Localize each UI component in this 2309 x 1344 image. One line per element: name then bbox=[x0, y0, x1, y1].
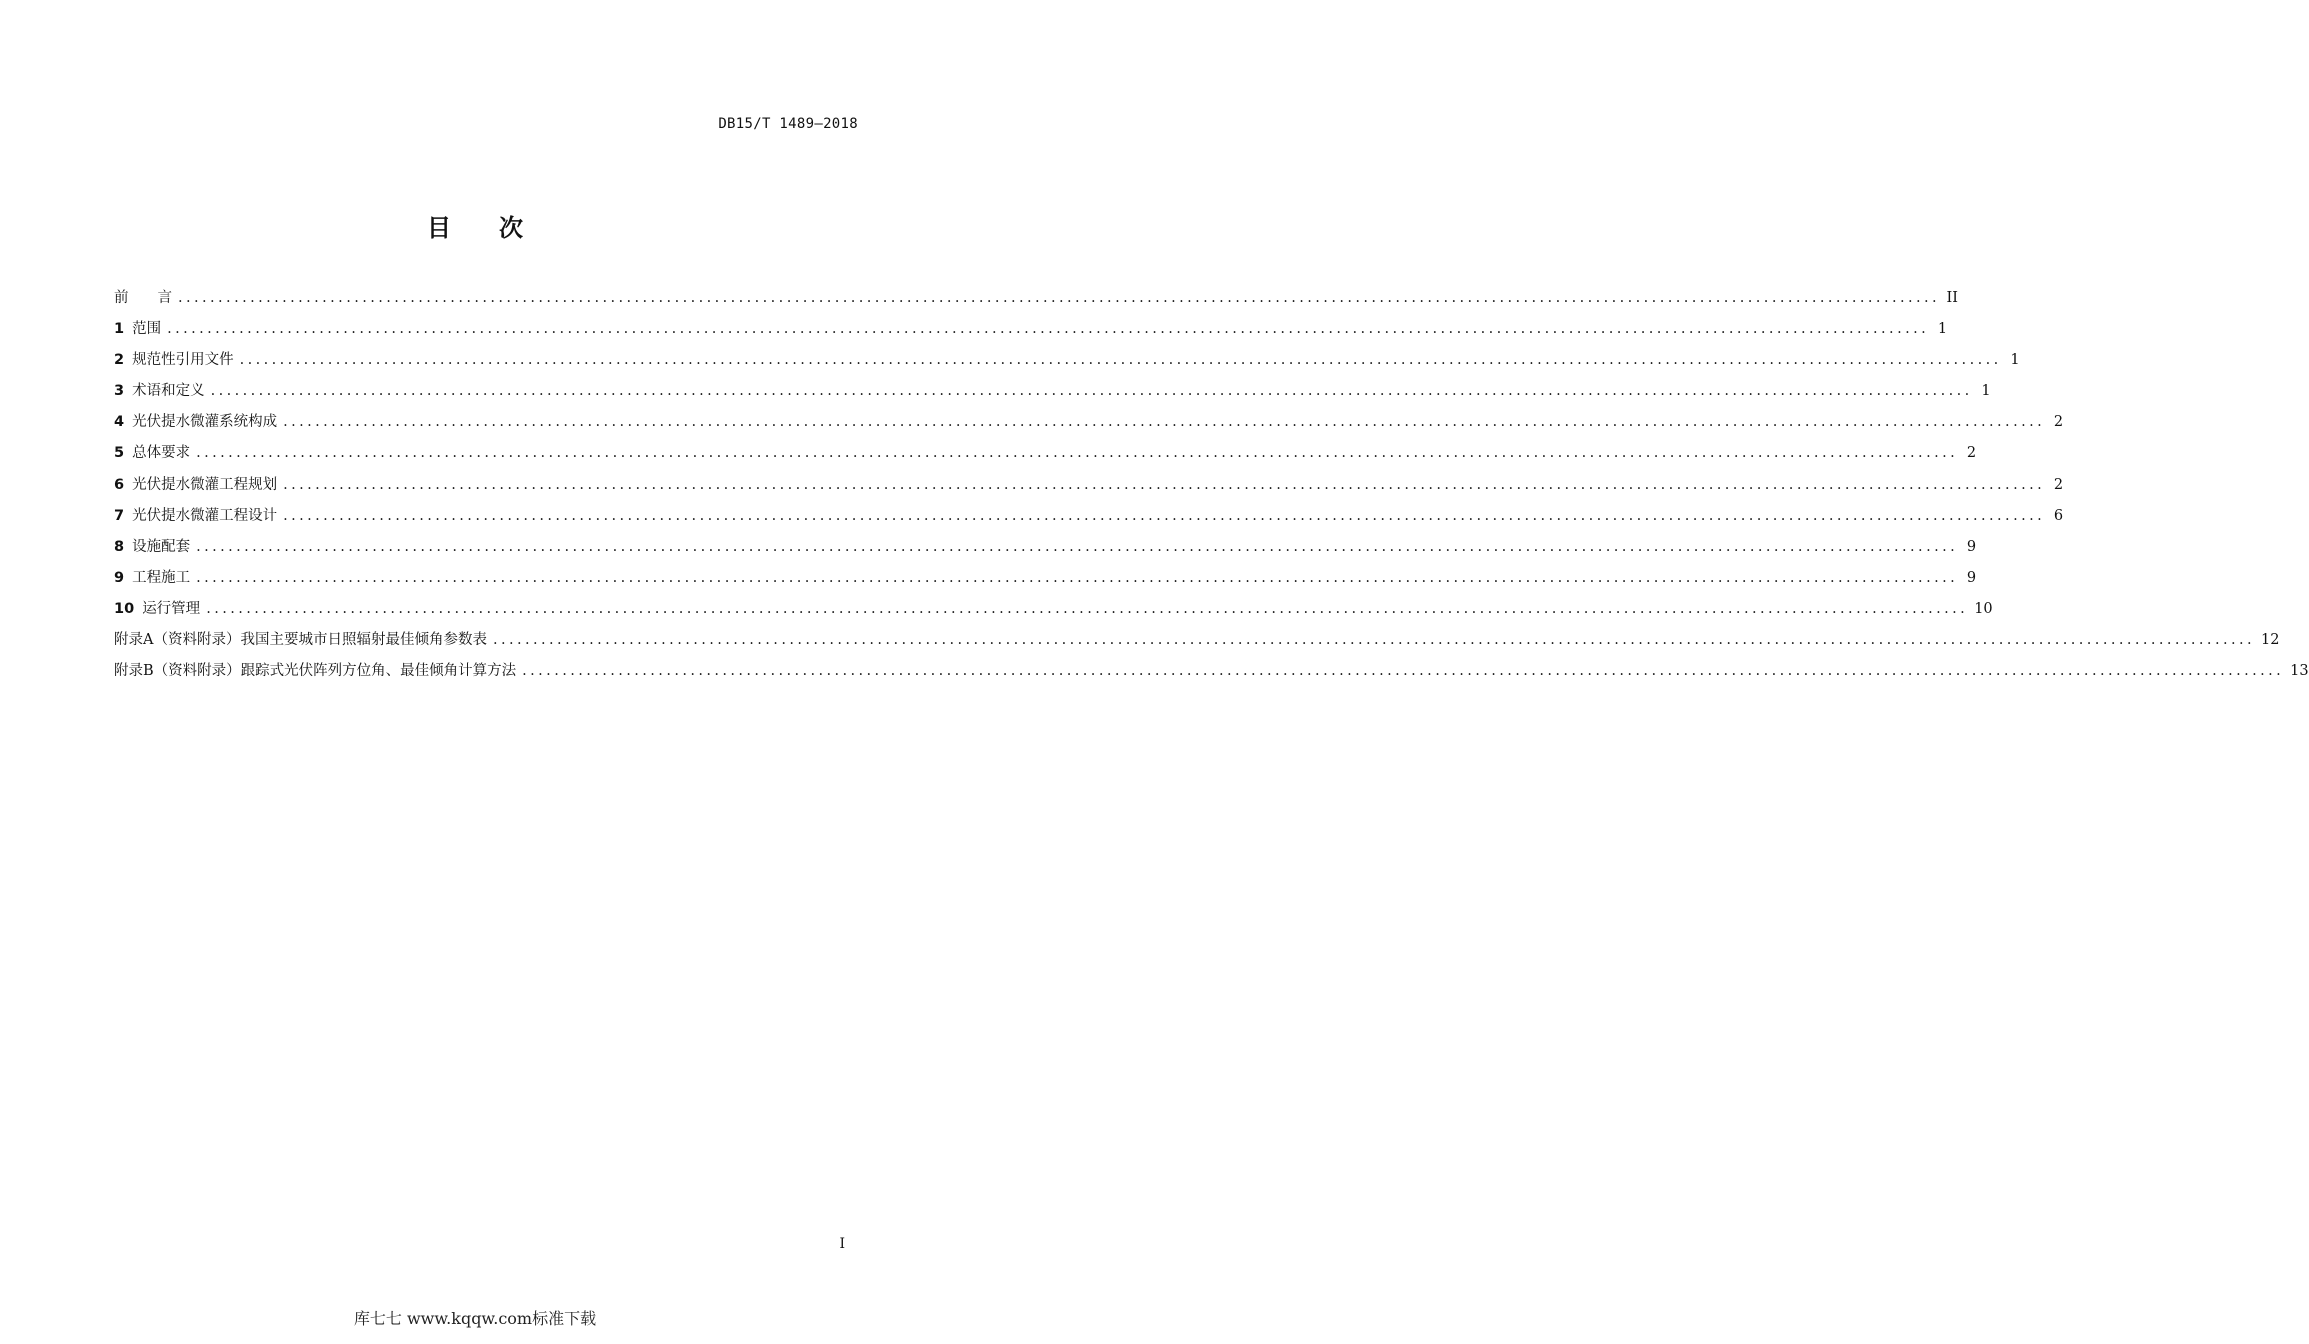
toc-leader-dots: ............................................................................................................................................................................................................................ bbox=[196, 445, 1959, 462]
toc-entry-page: 1 bbox=[2010, 352, 2020, 369]
toc-entry-number: 5 bbox=[114, 445, 125, 462]
toc-entry[interactable] bbox=[114, 659, 2309, 690]
toc-entry[interactable] bbox=[114, 379, 1991, 410]
toc-entry-number: 9 bbox=[114, 569, 125, 586]
toc-entry-text: 光伏提水微灌工程设计 bbox=[132, 507, 278, 524]
toc-entry-text: 设施配套 bbox=[132, 538, 191, 555]
toc-entry-text: 范围 bbox=[132, 321, 162, 338]
toc-entry-page: 12 bbox=[2261, 632, 2280, 649]
toc-leader-dots: ............................................................................................................................................................................................................................ bbox=[196, 538, 1959, 555]
toc-entry-text: 规范性引用文件 bbox=[132, 352, 234, 369]
toc-entry-text: 光伏提水微灌工程规划 bbox=[132, 476, 278, 493]
toc-entry-number: 8 bbox=[114, 538, 125, 555]
toc-entry-page: 10 bbox=[1974, 600, 1993, 617]
page-title: 目次 bbox=[427, 214, 571, 242]
toc-leader-dots: ............................................................................................................................................................................................................................ bbox=[167, 321, 1930, 338]
toc-entry-text: 前 言 bbox=[114, 290, 172, 306]
toc-leader-dots: ............................................................................................................................................................................................................................ bbox=[210, 383, 1973, 400]
toc-entry[interactable] bbox=[114, 410, 2064, 441]
toc-entry-text: 总体要求 bbox=[132, 445, 191, 462]
toc-entry-label bbox=[114, 379, 205, 403]
toc-entry-page: 2 bbox=[2053, 476, 2064, 493]
page-number: I bbox=[839, 1236, 845, 1252]
toc-entry-label bbox=[114, 504, 277, 528]
toc-entry[interactable] bbox=[114, 317, 1948, 348]
toc-entry[interactable] bbox=[114, 566, 1977, 597]
toc-leader-dots: ............................................................................................................................................................................................................................ bbox=[283, 414, 2046, 431]
toc-leader-dots: ............................................................................................................................................................................................................................ bbox=[196, 569, 1959, 586]
toc-entry-page: 1 bbox=[1937, 321, 1948, 338]
toc-entry-text: 附录B（资料附录）跟踪式光伏阵列方位角、最佳倾角计算方法 bbox=[114, 663, 517, 680]
document-code: DB15/T 1489—2018 bbox=[718, 116, 858, 132]
toc-entry-page: 2 bbox=[1966, 445, 1977, 462]
toc-entry-label bbox=[114, 317, 161, 341]
toc-entry-page: 6 bbox=[2053, 507, 2064, 524]
toc-entry-page: 13 bbox=[2290, 663, 2309, 680]
toc-entry[interactable] bbox=[114, 597, 1993, 628]
toc-leader-dots: ............................................................................................................................................................................................................................ bbox=[283, 507, 2046, 524]
toc-leader-dots: ............................................................................................................................................................................................................................ bbox=[492, 632, 2255, 649]
toc-entry-label bbox=[114, 597, 200, 621]
toc-entry-number: 7 bbox=[114, 507, 125, 524]
toc-entry-label bbox=[114, 628, 487, 652]
toc-entry-number: 4 bbox=[114, 414, 125, 431]
toc-entry[interactable] bbox=[114, 286, 1959, 317]
footer-watermark: 库七七 www.kqqw.com标准下载 bbox=[353, 1309, 597, 1328]
toc-entry-page: 9 bbox=[1966, 538, 1977, 555]
toc-entry-label bbox=[114, 286, 172, 310]
table-of-contents bbox=[114, 286, 2309, 690]
toc-entry-label bbox=[114, 473, 277, 497]
toc-entry-label bbox=[114, 535, 190, 559]
toc-entry-label bbox=[114, 410, 277, 434]
toc-entry-page: 1 bbox=[1981, 383, 1991, 400]
toc-entry-page: 9 bbox=[1966, 569, 1977, 586]
toc-entry[interactable] bbox=[114, 535, 1977, 566]
toc-entry-text: 工程施工 bbox=[132, 569, 191, 586]
toc-entry-label bbox=[114, 566, 190, 590]
toc-entry-text: 附录A（资料附录）我国主要城市日照辐射最佳倾角参数表 bbox=[114, 632, 487, 649]
toc-entry-text: 光伏提水微灌系统构成 bbox=[132, 414, 278, 431]
toc-entry-label bbox=[114, 441, 190, 465]
toc-entry[interactable] bbox=[114, 504, 2064, 535]
toc-entry-page: 2 bbox=[2053, 414, 2064, 431]
toc-entry-number: 2 bbox=[114, 352, 125, 369]
toc-entry-page: II bbox=[1946, 290, 1959, 306]
toc-entry-number: 6 bbox=[114, 476, 125, 493]
toc-entry[interactable] bbox=[114, 348, 2020, 379]
toc-entry-number: 10 bbox=[114, 600, 135, 617]
toc-leader-dots: ............................................................................................................................................................................................................................ bbox=[239, 352, 2002, 369]
toc-leader-dots: ............................................................................................................................................................................................................................ bbox=[283, 476, 2046, 493]
toc-entry[interactable] bbox=[114, 441, 1977, 472]
toc-entry-number: 1 bbox=[114, 321, 125, 338]
toc-leader-dots: ............................................................................................................................................................................................................................ bbox=[522, 663, 2285, 680]
toc-entry-number: 3 bbox=[114, 383, 125, 400]
toc-entry-text: 运行管理 bbox=[142, 600, 201, 617]
toc-leader-dots: ............................................................................................................................................................................................................................ bbox=[178, 290, 1941, 306]
toc-entry-label bbox=[114, 659, 516, 683]
toc-entry-label bbox=[114, 348, 234, 372]
toc-leader-dots: ............................................................................................................................................................................................................................ bbox=[206, 600, 1969, 617]
toc-entry[interactable] bbox=[114, 628, 2280, 659]
toc-entry-text: 术语和定义 bbox=[132, 383, 205, 400]
toc-entry[interactable] bbox=[114, 473, 2064, 504]
